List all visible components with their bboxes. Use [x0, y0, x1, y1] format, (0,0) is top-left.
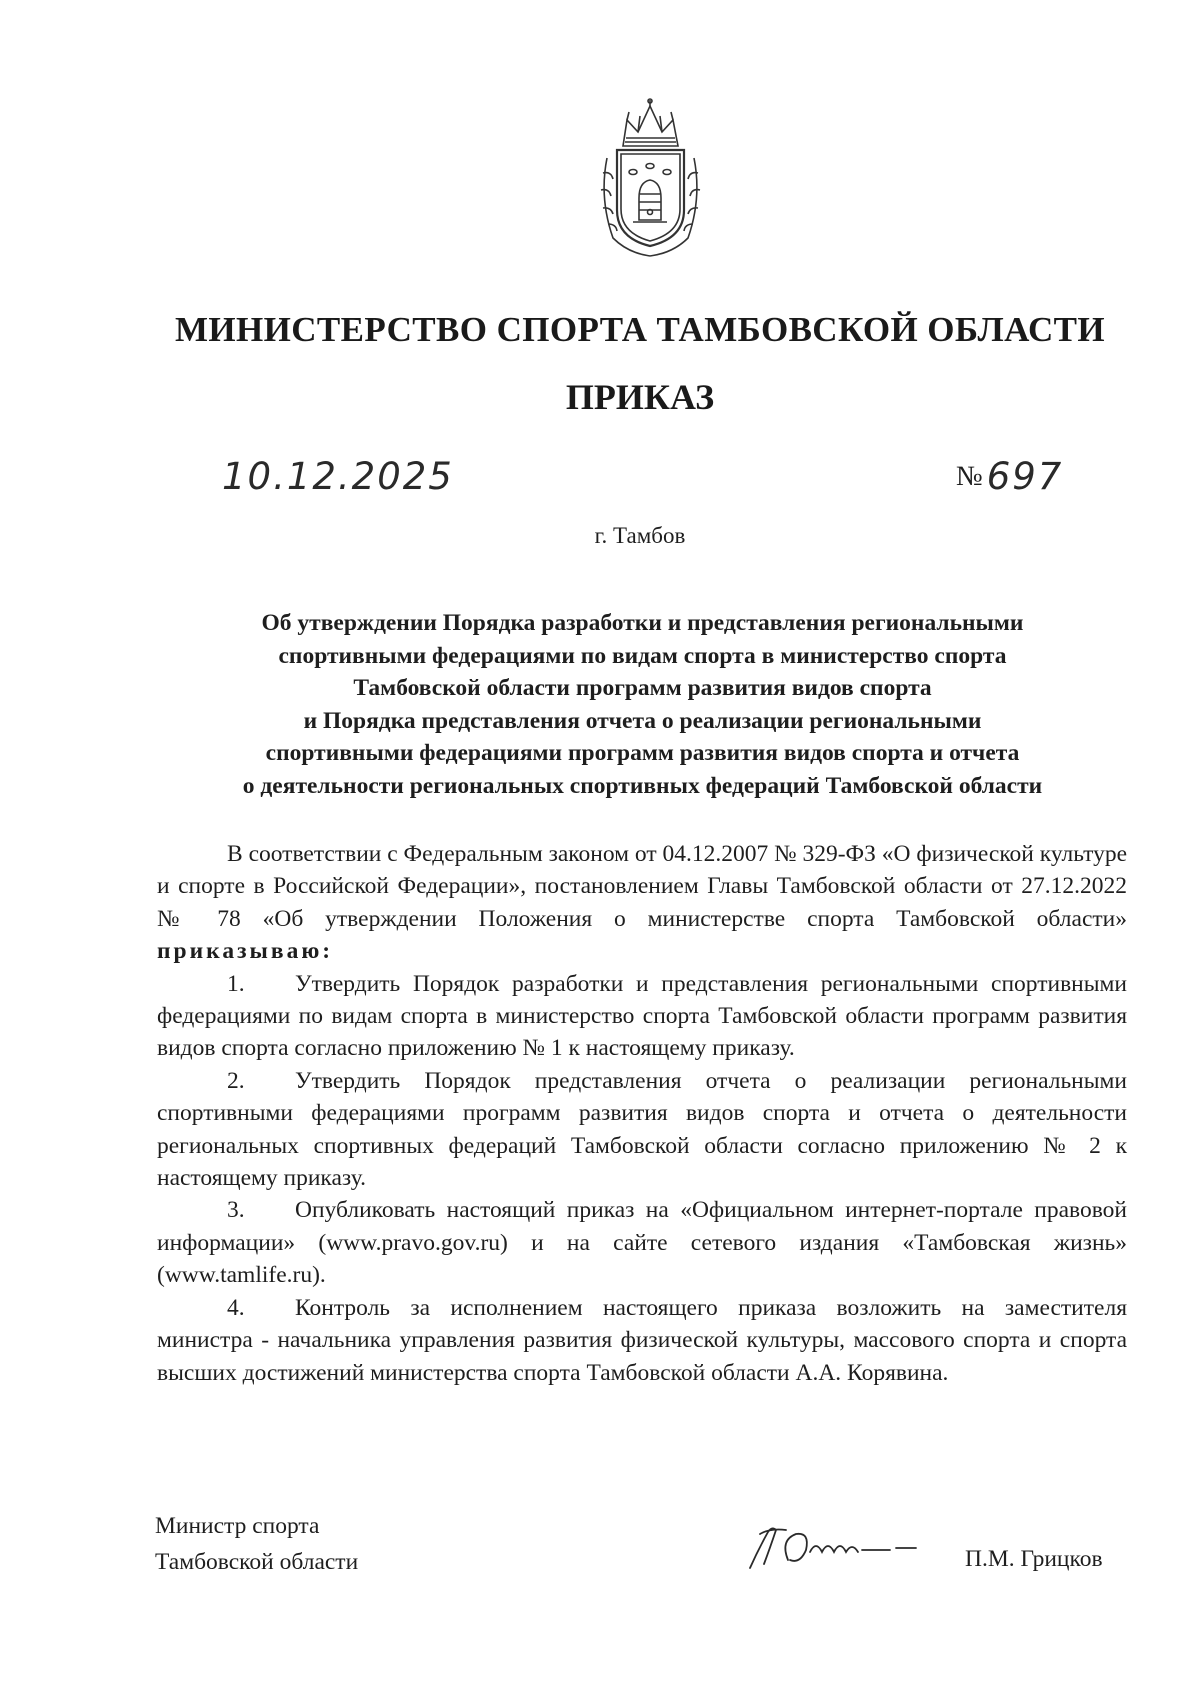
order-subject	[155, 607, 1130, 803]
item-text: Утвердить Порядок разработки и представления региональными спортивными федерациями по видам спорта в министерство спорта Тамбовской области программ развития видов спорта согласно приложению № 1 к настоящему приказу.	[157, 970, 1127, 1062]
item-text: Утвердить Порядок представления отчета о реализации региональными спортивными федерациями программ развития видов спорта и отчета о деятельности региональных спортивных федераций Тамбовской области согласно приложению № 2 к настоящему приказу.	[157, 1067, 1127, 1192]
order-number	[956, 455, 1063, 498]
item-text: Контроль за исполнением настоящего приказа возложить на заместителя министра - начальника управления развития физической культуры, массового спорта и спорта высших достижений министерства спорта Тамбовской области А.А. Корявина.	[157, 1294, 1127, 1386]
list-item	[157, 1194, 1127, 1291]
order-title: ПРИКАЗ	[565, 377, 715, 417]
subject-line: Тамбовской области программ развития видов спорта	[353, 675, 932, 702]
list-item	[157, 968, 1127, 1065]
item-number: 4.	[227, 1294, 245, 1321]
list-item	[157, 1292, 1127, 1389]
item-text: Опубликовать настоящий приказ на «Официальном интернет-портале правовой информации» (www.pravo.gov.ru) и на сайте сетевого издания «Тамбовская жизнь» (www.tamlife.ru).	[157, 1197, 1127, 1289]
subject-line: о деятельности региональных спортивных федераций Тамбовской области	[242, 772, 1043, 799]
position-line: Министр спорта	[155, 1513, 320, 1539]
coat-of-arms-emblem-icon	[593, 98, 708, 258]
position-line: Тамбовской области	[155, 1549, 359, 1575]
ministry-name: МИНИСТЕРСТВО СПОРТА ТАМБОВСКОЙ ОБЛАСТИ	[174, 310, 1106, 349]
city: г. Тамбов	[594, 523, 686, 548]
handwritten-signature-icon	[740, 1520, 925, 1576]
number-sign: №	[956, 461, 983, 492]
number-value: 697	[986, 455, 1064, 498]
signatory-name: П.М. Грицков	[965, 1546, 1103, 1572]
subject-line: спортивными федерациями по видам спорта в министерство спорта	[278, 642, 1007, 669]
subject-line: и Порядка представления отчета о реализации региональными	[303, 707, 982, 734]
item-number: 2.	[227, 1067, 245, 1094]
item-number: 3.	[227, 1197, 245, 1224]
signatory-position	[155, 1508, 358, 1580]
list-item	[157, 1065, 1127, 1195]
preamble-text: В соответствии с Федеральным законом от 04.12.2007 № 329-ФЗ «О физической культуре и спорте в Российской Федерации», постановлением Главы Тамбовской области от 27.12.2022 № 78 «Об утверждении Положения о министерстве спорта Тамбовской области»	[157, 841, 1127, 932]
preamble	[157, 838, 1127, 968]
subject-line: Об утверждении Порядка разработки и представления региональными	[261, 610, 1024, 636]
order-body	[157, 838, 1127, 1389]
order-date: 10.12.2025	[222, 455, 454, 498]
preamble-keyword: приказываю:	[157, 938, 334, 965]
item-number: 1.	[227, 970, 245, 997]
subject-line: спортивными федерациями программ развития видов спорта и отчета	[265, 740, 1020, 767]
